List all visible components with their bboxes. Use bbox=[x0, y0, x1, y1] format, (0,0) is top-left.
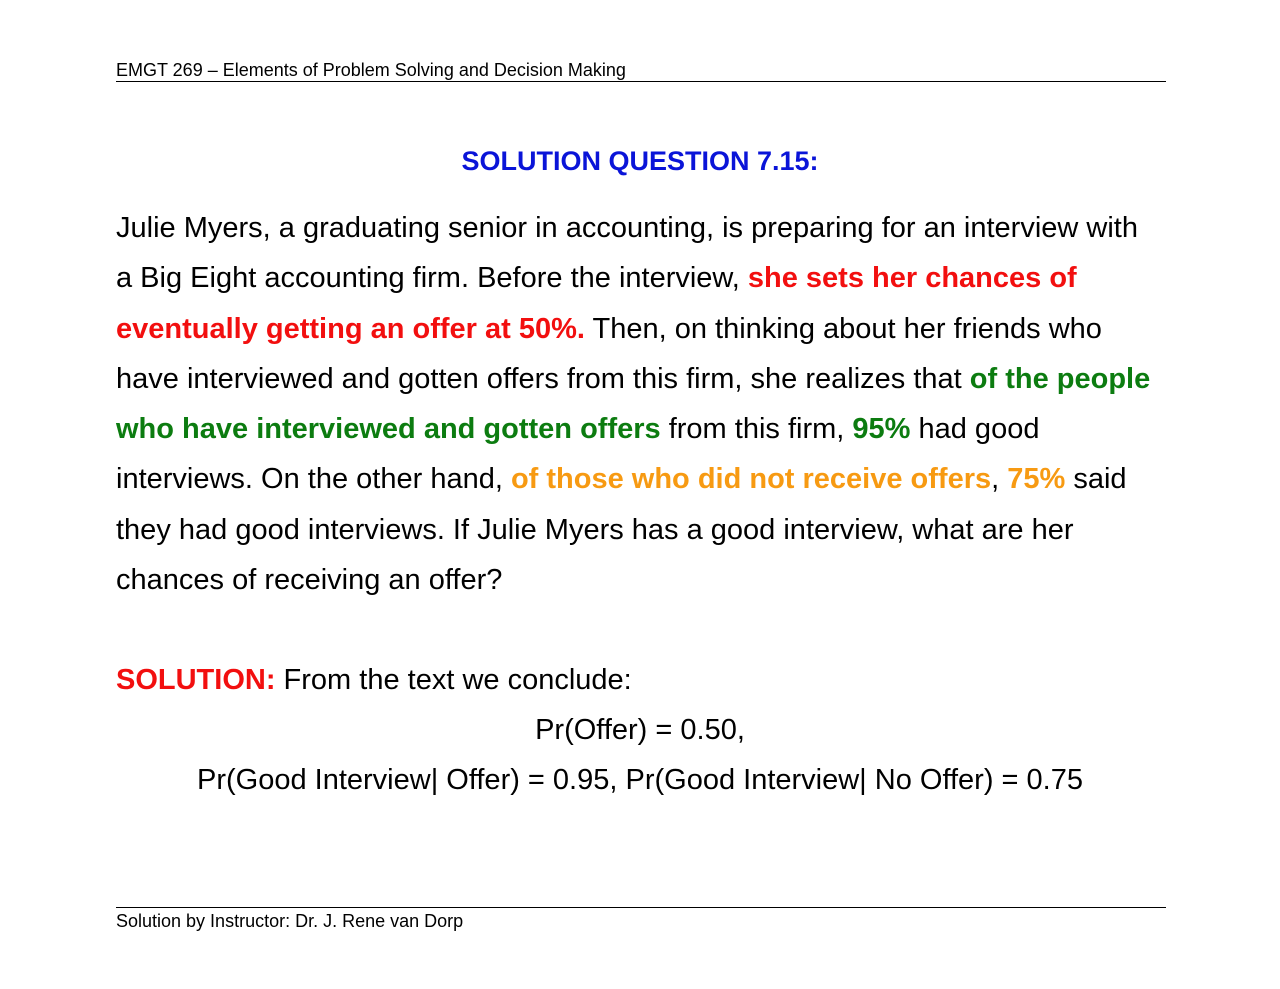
solution-label: SOLUTION: bbox=[116, 664, 276, 696]
problem-line-5 bbox=[116, 404, 1176, 454]
problem-text: interviews. On the other hand, bbox=[116, 463, 511, 496]
problem-text: said bbox=[1065, 463, 1127, 496]
problem-text: Then, on thinking about her friends who bbox=[584, 312, 1102, 345]
equation-prior: Pr(Offer) = 0.50, bbox=[535, 714, 745, 746]
problem-text: , bbox=[991, 463, 1008, 496]
problem-line-3 bbox=[116, 304, 1176, 354]
problem-line-6 bbox=[116, 454, 1176, 504]
page-title: SOLUTION QUESTION 7.15: bbox=[461, 146, 819, 176]
problem-text: Julie Myers, a graduating senior in accounting, is preparing for an interview with bbox=[116, 212, 1138, 244]
emphasis-red: she sets her chances of bbox=[747, 262, 1077, 295]
problem-line-4 bbox=[116, 354, 1176, 404]
emphasis-green-percent: 95% bbox=[852, 413, 911, 446]
solution-intro bbox=[116, 655, 632, 705]
problem-line-7 bbox=[116, 505, 1176, 555]
problem-text: a Big Eight accounting firm. Before the interview, bbox=[116, 262, 748, 295]
problem-line-2 bbox=[116, 253, 1176, 303]
problem-text: had good bbox=[910, 413, 1040, 446]
problem-text: chances of receiving an offer? bbox=[116, 564, 503, 597]
emphasis-orange-percent: 75% bbox=[1007, 463, 1066, 496]
solution-text: From the text we conclude: bbox=[275, 664, 632, 696]
footer-credit: Solution by Instructor: Dr. J. Rene van Dorp bbox=[116, 911, 464, 931]
page-footer bbox=[116, 910, 463, 932]
course-title: EMGT 269 – Elements of Problem Solving and Decision Making bbox=[116, 60, 626, 80]
problem-text: they had good interviews. If Julie Myers has a good interview, what are her bbox=[116, 513, 1074, 546]
emphasis-orange: of those who did not receive offers bbox=[510, 463, 992, 496]
problem-text: have interviewed and gotten offers from this firm, she realizes that bbox=[116, 362, 970, 395]
problem-line-1 bbox=[116, 203, 1176, 253]
problem-statement bbox=[116, 203, 1176, 605]
problem-text: from this firm, bbox=[660, 413, 853, 446]
page-header bbox=[116, 59, 1166, 82]
emphasis-red: eventually getting an offer at 50%. bbox=[116, 312, 585, 345]
emphasis-green: of the people bbox=[969, 362, 1151, 395]
emphasis-green: who have interviewed and gotten offers bbox=[116, 413, 661, 446]
equation-likelihoods: Pr(Good Interview| Offer) = 0.95, Pr(Good Interview| No Offer) = 0.75 bbox=[197, 764, 1083, 796]
footer-divider bbox=[116, 907, 1166, 908]
problem-line-8 bbox=[116, 555, 1176, 605]
